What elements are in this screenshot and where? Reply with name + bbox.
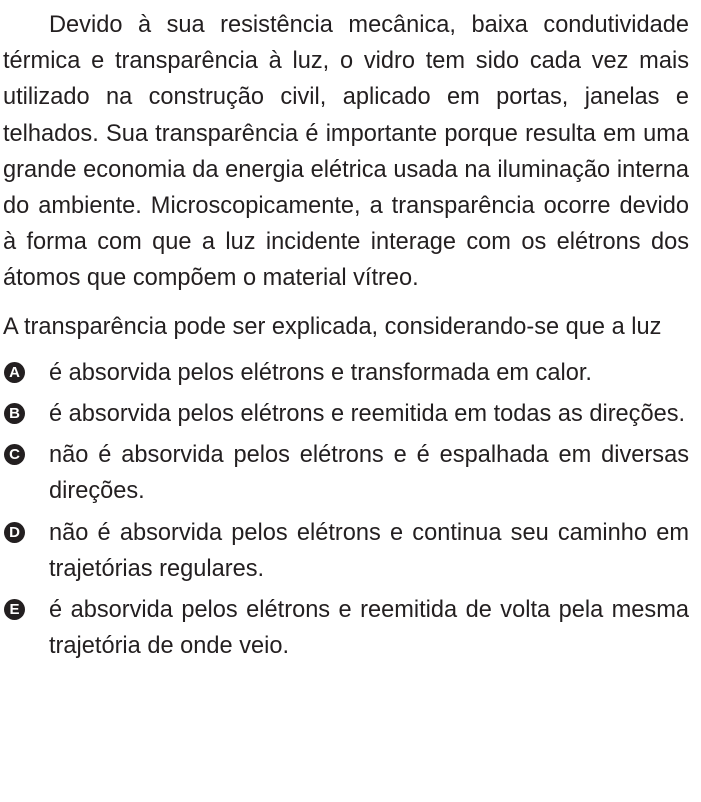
option-e-badge-icon: E [4, 599, 25, 620]
option-c[interactable] [3, 437, 689, 509]
option-e-text: é absorvida pelos elétrons e reemitida de volta pela mesma trajetória de onde veio. [49, 597, 689, 660]
option-d-text: não é absorvida pelos elétrons e continua seu caminho em trajetórias regulares. [49, 519, 689, 582]
option-a-text: é absorvida pelos elétrons e transformada em calor. [49, 359, 592, 386]
option-c-text: não é absorvida pelos elétrons e é espalhada em diversas direções. [49, 442, 689, 505]
option-e[interactable] [3, 592, 689, 664]
option-a-badge-icon: A [4, 362, 25, 383]
option-c-badge-icon: C [4, 444, 25, 465]
option-b[interactable] [3, 396, 689, 432]
option-b-text: é absorvida pelos elétrons e reemitida em todas as direções. [49, 401, 686, 428]
answer-options [3, 355, 689, 665]
option-b-badge-icon: B [4, 403, 25, 424]
question-stem: A transparência pode ser explicada, considerando-se que a luz [3, 313, 662, 340]
option-a[interactable] [3, 355, 689, 391]
passage-text: Devido à sua resistência mecânica, baixa condutividade térmica e transparência à luz, o vidro tem sido cada vez mais utilizado na construção civil, aplicado em portas, janelas e telhados. Sua transparência é importante porque resulta em uma grande economia da energia elétrica usada na iluminação interna do ambiente. Microscopicamente, a transparência ocorre devido à forma com que a luz incidente interage com os elétrons dos átomos que compõem o material vítreo. [3, 12, 689, 292]
option-d-badge-icon: D [4, 522, 25, 543]
option-d[interactable] [3, 515, 689, 587]
